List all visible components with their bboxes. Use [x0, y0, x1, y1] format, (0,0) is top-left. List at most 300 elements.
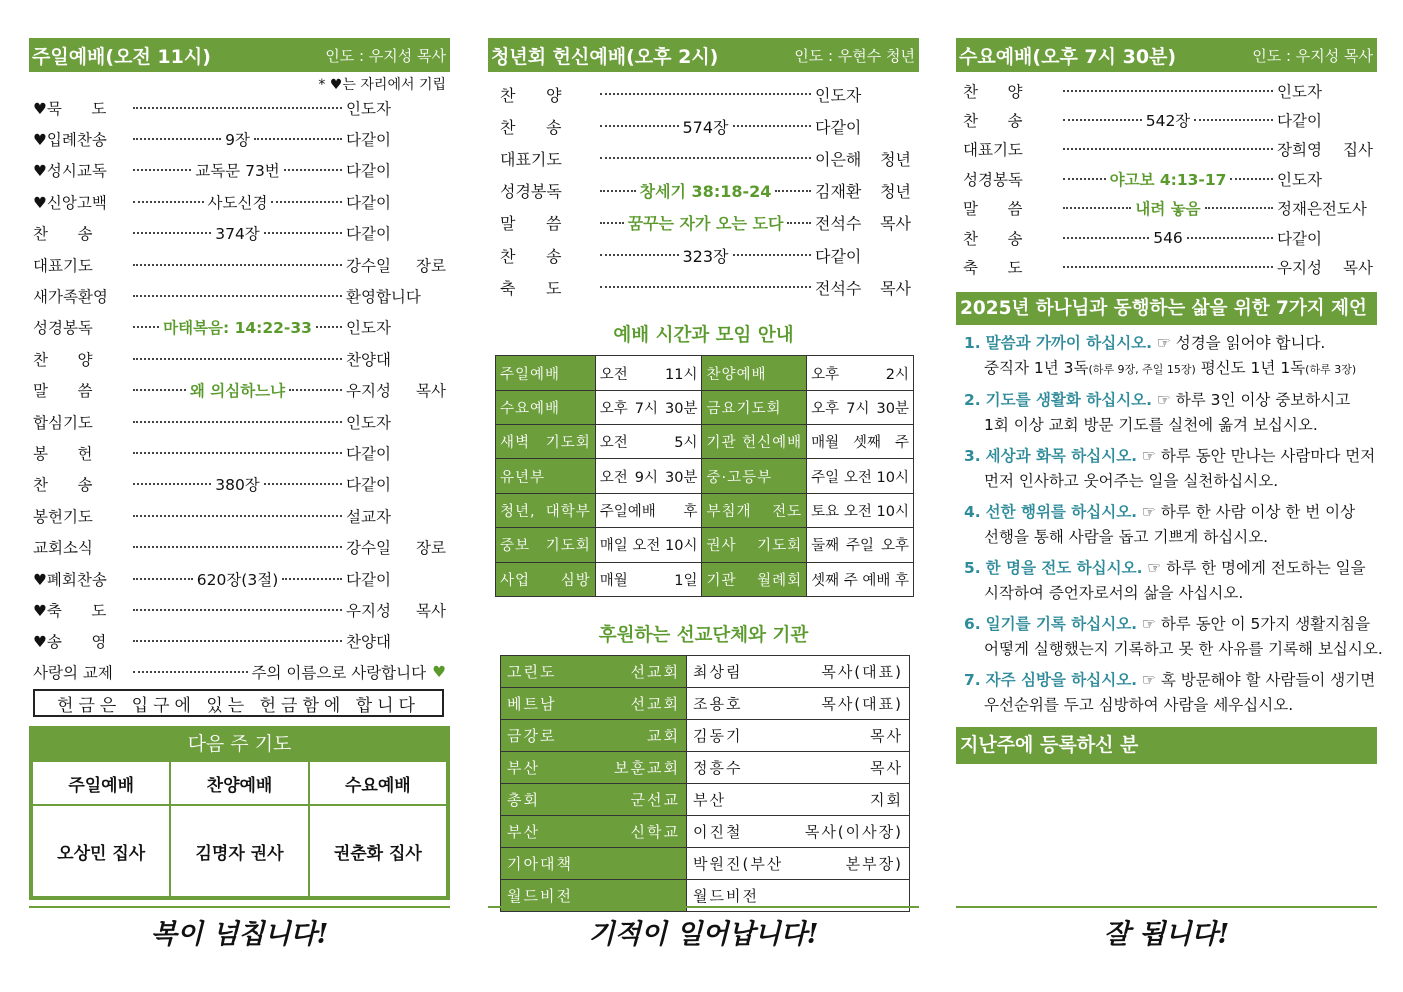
leader-dots	[264, 232, 342, 234]
order-item-responsible: 다같이	[346, 131, 391, 150]
order-item-middle	[129, 358, 346, 360]
leader-dots	[1063, 266, 1273, 268]
youth-service-column	[488, 38, 919, 912]
mission-contact: 박원진(부산 본부장)	[687, 848, 910, 880]
proposal-phrase: 선한 행위를 하십시오.	[985, 502, 1138, 521]
proposal-detail-text: 먼저 인사하고 웃어주는 일을 실천하십시오.	[984, 471, 1279, 490]
prayer-name: 김명자 권사	[170, 805, 308, 897]
order-row	[29, 500, 450, 531]
order-item-responsible: 인도자	[1277, 170, 1322, 189]
leader-dots	[133, 671, 248, 673]
order-row	[956, 135, 1377, 164]
order-item-responsible: 다같이	[1277, 112, 1322, 131]
proposal-note: (하루 9장, 주일 15장)	[1088, 362, 1196, 376]
proposal-number: 4.	[964, 502, 981, 521]
youth-order-list	[488, 78, 919, 303]
leader-dots	[1205, 207, 1273, 209]
order-item-name: 성경봉독	[963, 170, 1023, 189]
schedule-value: 매월 1일	[595, 562, 702, 596]
order-item-content: 620장(3절)	[196, 570, 279, 589]
footer-line	[29, 906, 450, 908]
order-item-name: 찬 양	[500, 85, 562, 105]
proposal-line	[964, 444, 1377, 469]
schedule-label: 유년부	[496, 459, 596, 493]
schedule-row	[496, 459, 914, 493]
wednesday-service-header	[956, 38, 1377, 72]
order-item-middle	[129, 128, 346, 150]
order-item-middle	[1059, 266, 1277, 268]
scripture-text: 꿈꾸는 자가 오는 도다	[627, 214, 784, 234]
wednesday-order-list	[956, 76, 1377, 282]
order-row	[29, 155, 450, 186]
schedule-label: 청년, 대학부	[496, 493, 596, 527]
leader-dots	[133, 326, 159, 328]
order-item-middle	[1059, 168, 1277, 190]
scripture-text: 왜 의심하느냐	[189, 382, 286, 401]
wednesday-service-leader: 인도 : 우지성 목사	[1252, 46, 1373, 65]
leader-dots	[600, 190, 636, 192]
order-item-name: ♥송 영	[33, 633, 107, 652]
proposal-detail-text: 1회 이상 교회 방문 기도를 실천에 옮겨 보십시오.	[984, 415, 1318, 434]
schedule-value: 매일 오전 10시	[595, 528, 702, 562]
order-item-middle	[129, 640, 346, 642]
order-item-name: 찬 송	[500, 246, 562, 266]
leader-dots	[133, 515, 342, 517]
mission-contact: 조용호 목사(대표)	[687, 688, 910, 720]
proposal-detail	[964, 693, 1377, 718]
order-item-responsible: 다같이	[815, 246, 862, 266]
proposal-item	[956, 606, 1383, 662]
order-item-name: 찬 송	[963, 112, 1023, 131]
order-item-content: 374장	[215, 225, 260, 244]
proposal-detail-text: 평신도 1년 1독	[1195, 358, 1306, 377]
order-item-name: ♥입례찬송	[33, 131, 107, 150]
order-row	[488, 78, 919, 110]
leader-dots	[133, 578, 193, 580]
proposal-detail	[964, 469, 1377, 494]
proposal-item	[956, 662, 1377, 718]
leader-dots	[1063, 90, 1273, 92]
order-item-responsible: 인도자	[815, 85, 862, 105]
order-row	[956, 105, 1377, 134]
proposal-number: 1.	[964, 333, 981, 352]
proposal-number: 5.	[964, 558, 981, 577]
mission-contact: 최상림 목사(대표)	[687, 656, 910, 688]
order-item-middle	[1059, 197, 1277, 219]
leader-dots	[133, 609, 342, 611]
proposal-text: ☞ 하루 3인 이상 중보하시고	[1156, 390, 1351, 409]
order-row	[29, 343, 450, 374]
proposal-text: ☞ 하루 한 명에게 전도하는 일을	[1147, 558, 1366, 577]
mission-row	[501, 784, 910, 816]
mission-org: 고린도 선교회	[501, 656, 687, 688]
order-item-content: 574장	[682, 117, 729, 137]
order-row	[29, 280, 450, 311]
mission-row	[501, 656, 910, 688]
leader-dots	[733, 254, 812, 256]
order-item-responsible: 우지성 목사	[346, 382, 446, 401]
schedule-label: 중·고등부	[702, 459, 807, 493]
order-item-responsible: 김재환 청년	[815, 182, 911, 202]
sunday-service-header	[29, 38, 450, 72]
next-week-prayer-title: 다음 주 기도	[31, 728, 448, 760]
order-row	[29, 594, 450, 625]
order-item-name: 찬 양	[33, 350, 93, 369]
order-item-responsible: 찬양대	[346, 350, 391, 369]
order-item-middle	[596, 157, 815, 159]
mission-org: 금강로 교회	[501, 720, 687, 752]
standing-note: * ♥는 자리에서 기립	[318, 77, 446, 93]
order-item-responsible: 다같이	[346, 444, 391, 463]
mission-contact: 김동기 목사	[687, 720, 910, 752]
proposals-title: 2025년 하나님과 동행하는 삶을 위한 7가지 제언	[956, 292, 1377, 325]
proposal-detail	[964, 637, 1383, 662]
order-item-responsible: 강수일 장로	[346, 256, 446, 275]
mission-row	[501, 688, 910, 720]
mission-contact: 이진철 목사(이사장)	[687, 816, 910, 848]
proposal-text: ☞ 하루 동안 만나는 사람마다 먼저	[1142, 446, 1376, 465]
order-item-name: 대표기도	[33, 256, 93, 275]
mission-contact: 월드비전	[687, 880, 910, 912]
order-item-middle	[596, 286, 815, 288]
next-week-prayer-box	[29, 726, 450, 900]
prayer-header: 수요예배	[309, 761, 447, 805]
schedule-row	[496, 562, 914, 596]
sunday-service-title: 주일예배(오전 11시)	[32, 45, 211, 68]
order-item-middle	[129, 546, 346, 548]
order-item-responsible: 전석수 목사	[815, 278, 911, 298]
leader-dots	[133, 295, 342, 297]
order-item-name: 사랑의 교제	[33, 664, 113, 683]
schedule-label: 사업 심방	[496, 562, 596, 596]
order-item-name: 찬 양	[963, 82, 1023, 101]
order-item-middle	[1059, 90, 1277, 92]
order-item-middle	[129, 295, 346, 297]
proposal-phrase: 일기를 기록 하십시오.	[985, 614, 1138, 633]
leader-dots	[284, 169, 342, 171]
order-item-middle	[1059, 229, 1277, 247]
proposal-text: ☞ 하루 한 사람 이상 한 번 이상	[1142, 502, 1356, 521]
leader-dots	[600, 93, 811, 95]
order-item-name: 대표기도	[963, 141, 1023, 160]
schedule-value: 주일예배 후	[595, 493, 702, 527]
order-item-responsible: 다같이	[815, 117, 862, 137]
prayer-name: 권춘화 집사	[309, 805, 447, 897]
order-item-name: 찬 송	[33, 476, 93, 495]
mission-org: 기아대책	[501, 848, 687, 880]
order-item-name: 교회소식	[33, 539, 93, 558]
schedule-label: 새벽 기도회	[496, 425, 596, 459]
order-row	[488, 207, 919, 239]
schedule-value: 둘째 주일 오후	[807, 528, 914, 562]
order-item-middle	[129, 264, 346, 266]
prayer-name: 오상민 집사	[32, 805, 170, 897]
order-item-name: 성경봉독	[33, 319, 93, 338]
order-row	[488, 239, 919, 271]
mission-row	[501, 752, 910, 784]
schedule-value: 오전 5시	[595, 425, 702, 459]
order-item-responsible: 설교자	[346, 507, 391, 526]
order-item-middle	[129, 222, 346, 244]
leader-dots	[133, 640, 342, 642]
proposal-detail-text: 시작하여 증언자로서의 삶을 사십시오.	[984, 583, 1244, 602]
scripture-text: 내려 놓음	[1135, 200, 1201, 219]
order-row	[488, 142, 919, 174]
leader-dots	[1063, 207, 1131, 209]
order-row	[29, 531, 450, 562]
proposal-detail-text: 어떻게 실행했는지 기록하고 못 한 사유를 기록해 보십시오.	[984, 639, 1383, 658]
order-item-name: 말 씀	[500, 214, 562, 234]
schedule-label: 주일예배	[496, 356, 596, 390]
leader-dots	[600, 222, 624, 224]
mission-org: 월드비전	[501, 880, 687, 912]
order-item-name: 성경봉독	[500, 182, 562, 202]
order-row	[29, 92, 450, 123]
order-row	[29, 563, 450, 594]
proposal-number: 3.	[964, 446, 981, 465]
schedule-row	[496, 390, 914, 424]
order-item-middle	[596, 244, 815, 267]
proposal-detail-text: 우선순위를 두고 심방하여 사람을 세우십시오.	[984, 695, 1294, 714]
leader-dots	[133, 232, 211, 234]
mission-row	[501, 816, 910, 848]
leader-dots	[1230, 178, 1273, 180]
proposals-section	[956, 292, 1383, 718]
order-item-responsible: 전석수 목사	[815, 214, 911, 234]
order-row	[29, 123, 450, 154]
order-item-name: 축 도	[500, 278, 562, 298]
order-item-responsible: 장희영 집사	[1277, 141, 1373, 160]
leader-dots	[600, 286, 811, 288]
leader-dots	[289, 389, 342, 391]
order-item-responsible: 다같이	[346, 476, 391, 495]
proposal-phrase: 자주 심방을 하십시오.	[985, 670, 1138, 689]
order-item-middle	[596, 115, 815, 138]
offering-notice: 헌금은 입구에 있는 헌금함에 합니다	[33, 689, 444, 717]
proposal-number: 6.	[964, 614, 981, 633]
mission-table	[500, 655, 910, 912]
leader-dots	[264, 483, 342, 485]
proposal-line	[964, 331, 1377, 356]
order-item-name: 말 씀	[963, 200, 1023, 219]
order-item-responsible: 강수일 장로	[346, 539, 446, 558]
order-item-responsible: 다같이	[1277, 229, 1322, 248]
order-row	[29, 312, 450, 343]
proposal-detail-text: 중직자 1년 3독	[984, 358, 1089, 377]
order-item-name: ♥폐회찬송	[33, 570, 107, 589]
order-item-responsible: 다같이	[346, 193, 391, 212]
mission-row	[501, 720, 910, 752]
order-item-middle	[596, 179, 815, 202]
footer-slogan: 기적이 일어납니다!	[588, 919, 819, 950]
order-item-name: 말 씀	[33, 382, 93, 401]
order-item-name: 찬 송	[963, 229, 1023, 248]
mission-row	[501, 848, 910, 880]
order-row	[29, 626, 450, 657]
order-item-middle	[129, 473, 346, 495]
proposal-item	[956, 325, 1377, 382]
proposal-line	[964, 500, 1377, 525]
leader-dots	[600, 157, 811, 159]
schedule-label: 기관 월례회	[702, 562, 807, 596]
order-row	[488, 110, 919, 142]
proposal-line	[964, 388, 1377, 413]
order-item-responsible: 이은해 청년	[815, 149, 911, 169]
proposal-phrase: 말씀과 가까이 하십시오.	[985, 333, 1153, 352]
order-row	[29, 375, 450, 406]
leader-dots	[133, 169, 191, 171]
leader-dots	[733, 125, 812, 127]
leader-dots	[600, 125, 679, 127]
registered-title: 지난주에 등록하신 분	[956, 727, 1377, 764]
leader-dots	[133, 107, 342, 109]
schedule-label: 금요기도회	[702, 390, 807, 424]
order-item-responsible: 환영합니다	[346, 288, 421, 307]
leader-dots	[271, 201, 342, 203]
youth-service-title: 청년회 헌신예배(오후 2시)	[491, 45, 719, 68]
leader-dots	[282, 578, 342, 580]
mission-org: 베트남 선교회	[501, 688, 687, 720]
mission-org: 총회 군선교	[501, 784, 687, 816]
order-item-responsible: 다같이	[346, 162, 391, 181]
order-item-middle	[129, 568, 346, 590]
leader-dots	[1187, 237, 1273, 239]
order-item-name: 축 도	[963, 259, 1023, 278]
order-item-responsible: 찬양대	[346, 633, 391, 652]
order-row	[29, 186, 450, 217]
order-row	[956, 252, 1377, 281]
schedule-row	[496, 356, 914, 390]
schedule-value: 주일 오전 10시	[807, 459, 914, 493]
order-row	[29, 437, 450, 468]
proposal-line	[964, 668, 1377, 693]
order-item-middle	[596, 211, 815, 234]
love-fellowship-row	[29, 657, 450, 687]
order-item-responsible: 우지성 목사	[1277, 259, 1373, 278]
leader-dots	[316, 326, 342, 328]
order-row	[29, 469, 450, 500]
order-item-middle	[129, 191, 346, 213]
mission-contact: 정흥수 목사	[687, 752, 910, 784]
schedule-title: 예배 시간과 모임 안내	[613, 325, 794, 347]
order-item-name: 새가족환영	[33, 288, 108, 307]
scripture-text: 창세기 38:18-24	[639, 182, 772, 202]
footer-line	[488, 906, 919, 908]
schedule-label: 기관 헌신예배	[702, 425, 807, 459]
schedule-label: 수요예배	[496, 390, 596, 424]
order-item-content: 교독문 73번	[195, 162, 280, 181]
schedule-row	[496, 493, 914, 527]
order-item-name: 봉 헌	[33, 444, 93, 463]
prayer-header: 찬양예배	[170, 761, 308, 805]
leader-dots	[133, 421, 342, 423]
order-item-middle	[129, 452, 346, 454]
order-item-middle	[129, 316, 346, 338]
schedule-row	[496, 528, 914, 562]
order-item-middle	[1059, 148, 1277, 150]
wednesday-service-column	[956, 38, 1383, 764]
proposal-item	[956, 494, 1377, 550]
schedule-value: 오전 9시 30분	[595, 459, 702, 493]
proposal-phrase: 세상과 화목 하십시오.	[985, 446, 1138, 465]
leader-dots	[133, 138, 221, 140]
leader-dots	[1063, 148, 1273, 150]
order-item-name: 찬 송	[500, 117, 562, 137]
proposal-detail	[964, 413, 1377, 438]
leader-dots	[254, 138, 342, 140]
order-row	[488, 271, 919, 303]
order-item-responsible: 인도자	[346, 413, 391, 432]
wednesday-service-title: 수요예배(오후 7시 30분)	[959, 45, 1177, 68]
proposal-item	[956, 382, 1377, 438]
leader-dots	[1063, 237, 1149, 239]
proposal-detail	[964, 525, 1377, 550]
order-item-responsible: 다같이	[346, 225, 391, 244]
order-item-responsible: 인도자	[1277, 82, 1322, 101]
heart-icon: ♥	[432, 663, 446, 682]
leader-dots	[133, 483, 211, 485]
schedule-value: 매월 셋째 주	[807, 425, 914, 459]
schedule-value: 셋째 주 예배 후	[807, 562, 914, 596]
footer-line	[956, 906, 1377, 908]
next-week-prayer-table	[31, 760, 448, 898]
order-row	[956, 194, 1377, 223]
proposal-number: 7.	[964, 670, 981, 689]
leader-dots	[133, 546, 342, 548]
order-item-name: ♥성시교독	[33, 162, 107, 181]
leader-dots	[133, 389, 186, 391]
order-item-middle	[129, 107, 346, 109]
sunday-service-column	[29, 38, 450, 900]
order-item-responsible: 인도자	[346, 319, 391, 338]
leader-dots	[787, 222, 811, 224]
order-row	[956, 223, 1377, 252]
order-item-content: 사도신경	[207, 193, 268, 212]
leader-dots	[1063, 119, 1142, 121]
order-item-name: 대표기도	[500, 149, 562, 169]
proposal-phrase: 한 명을 전도 하십시오.	[985, 558, 1143, 577]
order-item-middle	[1059, 109, 1277, 131]
mission-title: 후원하는 선교단체와 기관	[598, 625, 809, 647]
proposal-item	[956, 438, 1377, 494]
proposal-text: ☞ 성경을 읽어야 합니다.	[1156, 333, 1326, 352]
schedule-label: 중보 기도회	[496, 528, 596, 562]
schedule-value: 토요 오전 10시	[807, 493, 914, 527]
order-item-name: 합심기도	[33, 413, 93, 432]
leader-dots	[133, 452, 342, 454]
order-row	[29, 218, 450, 249]
footer-slogan: 복이 넘칩니다!	[150, 919, 329, 950]
order-item-content: 9장	[225, 131, 250, 150]
order-item-content: 380장	[215, 476, 260, 495]
order-item-name: ♥신앙고백	[33, 193, 107, 212]
order-item-content: 546	[1153, 228, 1183, 247]
order-item-content: 323장	[682, 246, 729, 266]
order-item-responsible: 인도자	[346, 99, 391, 118]
proposal-line	[964, 556, 1377, 581]
sunday-service-leader: 인도 : 우지성 목사	[325, 46, 446, 65]
order-item-name: 봉헌기도	[33, 507, 93, 526]
proposal-text: ☞ 하루 동안 이 5가지 생활지침을	[1142, 614, 1371, 633]
order-row	[956, 76, 1377, 105]
order-row	[29, 406, 450, 437]
order-item-middle	[129, 609, 346, 611]
youth-service-header	[488, 38, 919, 72]
leader-dots	[600, 254, 679, 256]
order-item-name: ♥축 도	[33, 601, 107, 620]
order-row	[29, 249, 450, 280]
prayer-header: 주일예배	[32, 761, 170, 805]
